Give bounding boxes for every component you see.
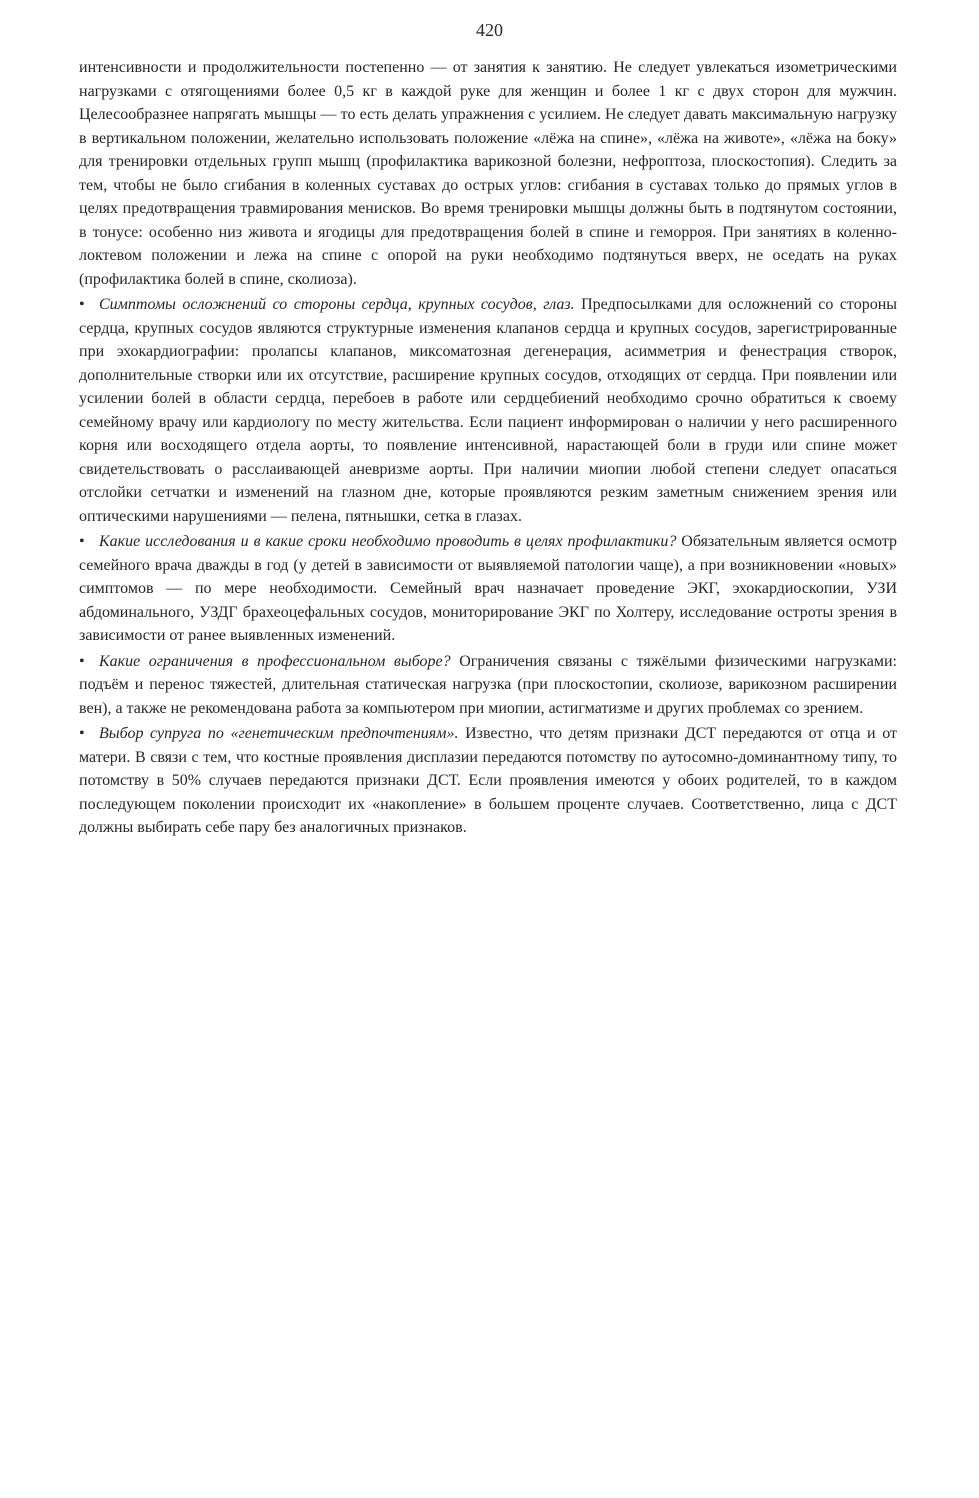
- bullet-marker: •: [79, 296, 85, 313]
- section-examinations: [79, 530, 897, 648]
- section-complications: [79, 293, 897, 528]
- section-professional-limits: [79, 650, 897, 721]
- section-spouse-choice: [79, 722, 897, 840]
- section-lead: Какие исследования и в какие сроки необходимо проводить в целях профилактики?: [99, 533, 677, 550]
- section-lead: Выбор супруга по «генетическим предпочтениям».: [99, 725, 459, 742]
- page-number: 420: [476, 20, 503, 40]
- section-lead: Какие ограничения в профессиональном выборе?: [99, 652, 451, 670]
- section-text: Обязательным является осмотр семейного врача дважды в год (у детей в зависимости от выявляемой патологии чаще), а при возникновении «новых» симптомов — по мере необходимости. Семейный врач назначает проведение ЭКГ, эхокардиоскопии, УЗИ абдоминального, УЗДГ брахеоцефальных сосудов, мониторирование ЭКГ по Холтеру, исследование остроты зрения в зависимости от ранее выявленных изменений.: [79, 533, 898, 644]
- section-text: Известно, что детям признаки ДСТ передаются от отца и от матери. В связи с тем, что костные проявления дисплазии передаются потомству по аутосомно-доминантному типу, то потомству в 50% случаев передаются признаки ДСТ. Если проявления имеются у обоих родителей, то в каждом последующем поколении происходит их «накопление» в большем проценте случаев. Соответственно, лица с ДСТ должны выбирать себе пару без аналогичных признаков.: [79, 725, 898, 836]
- section-text: Ограничения связаны с тяжёлыми физическими нагрузками: подъём и перенос тяжестей, длительная статическая нагрузка (при плоскостопии, сколиозе, варикозном расширении вен), а также не рекомендована работа за компьютером при миопии, астигматизме и других проблемах со зрением.: [79, 652, 898, 717]
- bullet-marker: •: [79, 533, 85, 550]
- intro-paragraph: интенсивности и продолжительности постепенно — от занятия к занятию. Не следует увлекаться изометрическими нагрузками с отягощениями более 0,5 кг в каждой руке для женщин и более 1 кг с двух сторон для мужчин. Целесообразнее напрягать мышцы — то есть делать упражнения с усилием. Не следует давать максимальную нагрузку в вертикальном положении, желательно использовать положение «лёжа на спине», «лёжа на животе», «лёжа на боку» для тренировки отдельных групп мышц (профилактика варикозной болезни, нефроптоза, плоскостопия). Следить за тем, чтобы не было сгибания в коленных суставах до острых углов: сгибания в суставах только до прямых углов в целях предотвращения травмирования менисков. Во время тренировки мышцы должны быть в подтянутом состоянии, в тонусе: особенно низ живота и ягодицы для предотвращения болей в спине и геморроя. При занятиях в коленно-локтевом положении и лежа на спине с опорой на руки необходимо подтянуться вверх, не оседать на руках (профилактика болей в спине, сколиоза).: [79, 59, 897, 288]
- section-lead: Симптомы осложнений со стороны сердца, крупных сосудов, глаз.: [99, 296, 575, 313]
- page-body: [79, 56, 897, 840]
- section-text: Предпосылками для осложнений со стороны сердца, крупных сосудов являются структурные изменения клапанов сердца и крупных сосудов, зарегистрированные при эхокардиографии: пролапсы клапанов, миксоматозная дегенерация, асимметрия и фенестрация створок, дополнительные створки или их отсутствие, расширение крупных сосудов, отходящих от сердца. При появлении или усилении болей в области сердца, перебоев в работе или сердцебиений необходимо срочно обратиться к своему семейному врачу или кардиологу по месту жительства. Если пациент информирован о наличии у него расширенного корня или восходящего отдела аорты, то появление интенсивной, нарастающей боли в груди или спине может свидетельствовать о расслаивающей аневризме аорты. При наличии миопии любой степени следует опасаться отслойки сетчатки и изменений на глазном дне, которые проявляются резким заметным снижением зрения или оптическими нарушениями — пелена, пятнышки, сетка в глазах.: [79, 296, 898, 525]
- bullet-marker: •: [79, 725, 85, 742]
- bullet-marker: •: [79, 652, 85, 670]
